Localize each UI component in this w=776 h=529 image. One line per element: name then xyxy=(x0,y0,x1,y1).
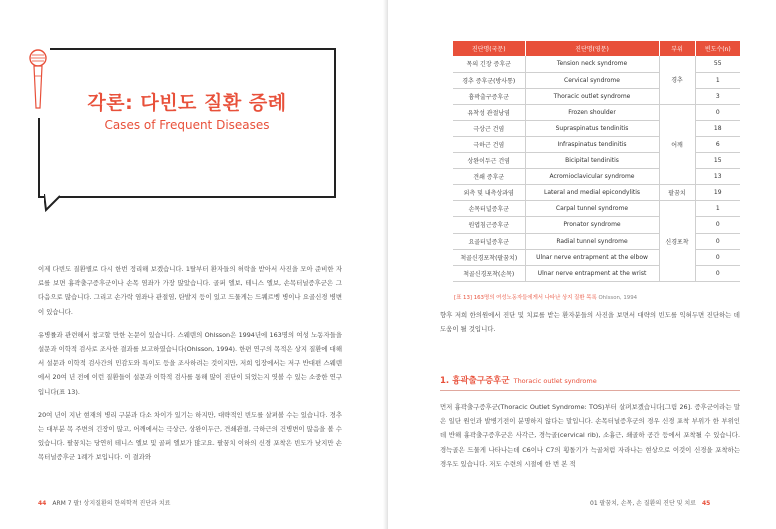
table-row xyxy=(453,201,740,217)
column-header: 부위 xyxy=(659,41,695,56)
diagnosis-english-cell: Bicipital tendinitis xyxy=(525,153,659,169)
frequency-cell: 1 xyxy=(695,201,740,217)
diagnosis-english-cell: Supraspinatus tendinitis xyxy=(525,120,659,136)
section-title-english: Thoracic outlet syndrome xyxy=(513,377,597,385)
caption-source: Ohlsson, 1994 xyxy=(598,295,638,301)
diagnosis-english-cell: Carpal tunnel syndrome xyxy=(525,201,659,217)
right-footer xyxy=(590,498,710,507)
right-body-text: 먼저 흉곽출구증후군(Thoracic Outlet Syndrome: TOS)부터 살펴보겠습니다[그림 26]. 증후군이라는 말은 일단 원인과 발병기전이 분명하지 않다는 말입니다. 손목터널증후군의 경우 신경 포착 부위가 한 부위인데 반해 흉곽출구증후군은 사각근, 경늑골(cervical rib), 소흉근, 쇄골하 공간 등에서 포착될 수 있습니다. 경늑골은 드물게 나타나는데 C6이나 C7의 횡돌기가 늑골처럼 자라나는 현상으로 이것이 신경을 포착하는 경우도 있습니다. 저도 수련의 시절에 한 번 본 적 xyxy=(440,403,740,468)
diagnosis-english-cell: Thoracic outlet syndrome xyxy=(525,88,659,104)
book-title: ARM 7 팔! 상지질환의 한의학적 진단과 치료 xyxy=(52,500,171,507)
diagnosis-english-cell: Radial tunnel syndrome xyxy=(525,233,659,249)
diagnosis-english-cell: Tension neck syndrome xyxy=(525,56,659,72)
table-row xyxy=(453,249,740,265)
section-heading xyxy=(440,374,597,386)
frequency-cell: 0 xyxy=(695,233,740,249)
chapter-title-footer: 01 팔꿈치, 손목, 손 질환의 진단 및 치료 xyxy=(590,500,696,507)
body-region-cell: 어깨 xyxy=(659,104,695,184)
frequency-cell: 0 xyxy=(695,265,740,281)
table-caption xyxy=(454,293,637,301)
page-number: 45 xyxy=(701,500,711,507)
diagnosis-english-cell: Infraspinatus tendinitis xyxy=(525,136,659,152)
table-row xyxy=(453,104,740,120)
diagnosis-korean-cell: 요골터널증후군 xyxy=(453,233,525,249)
table-row xyxy=(453,72,740,88)
paragraph: 유병률과 관련해서 참고할 만한 논문이 있습니다. 스웨덴의 Ohlsson은 1994년에 163명의 여성 노동자들을 설문과 이학적 검사로 조사한 결과를 보고하였습니다(Ohlsson, 1994). 한편 연구의 목적은 상지 질환에 대해서 설문과 이학적 검사간의 민감도와 특이도 등을 조사하려는 것이지만, 저희 입장에서는 저구 반대편 스웨덴에서 20여 년 전에 이런 질환들이 설문과 이학적 검사를 통해 많이 진단이 되었는지 엿볼 수 있는 소중한 연구입니다(표 13). xyxy=(38,330,342,396)
column-header: 빈도수(n) xyxy=(695,41,740,56)
paragraph: 20여 년이 지난 현재의 병리 구분과 다소 차이가 있기는 하지만, 대략적인 빈도를 살펴볼 수는 있습니다. 경추는 대부분 목 주변의 긴장이 많고, 어깨에서는 극상근, 상완이두근, 견쇄관절, 극하근의 건병변이 많음을 볼 수 있습니다. 팔꿈치는 당연히 테니스 엘보 및 골퍼 엘보가 많고요. 팔꿈치 이하의 신경 포착은 빈도가 낮지만 손목터널증후군 1례가 보입니다. 이 결과와 xyxy=(38,410,342,462)
table-row xyxy=(453,185,740,201)
diagnosis-korean-cell: 손목터널증후군 xyxy=(453,201,525,217)
frequency-cell: 6 xyxy=(695,136,740,152)
diagnosis-korean-cell: 유착성 관절낭염 xyxy=(453,104,525,120)
right-intro-text: 향후 저희 한의원에서 진단 및 치료를 받는 환자분들의 사진을 보면서 대략의 빈도를 익혀두면 진단하는 데 도움이 될 것입니다. xyxy=(440,311,740,334)
frequency-cell: 13 xyxy=(695,169,740,185)
table-row xyxy=(453,88,740,104)
frequency-cell: 55 xyxy=(695,56,740,72)
diagnosis-english-cell: Pronator syndrome xyxy=(525,217,659,233)
page-number: 44 xyxy=(38,500,47,507)
diagnosis-korean-cell: 원엽침근증후군 xyxy=(453,217,525,233)
diagnosis-korean-cell: 견쇄 증후군 xyxy=(453,169,525,185)
caption-text: [표 13] 163명의 여성노동자들에게서 나타난 상지 질환 목록 xyxy=(454,295,597,301)
paragraph: 이제 다빈도 질환별로 다시 한번 정리해 보겠습니다. 1탈부터 환자들의 허락을 받아서 사진을 모아 준비한 자료를 보면 흉곽출구증후군이나 손목 염좌가 가장 많았습니다. 골퍼 엘보, 테니스 엘보, 손목터널증후군은 그 다음으로 많습니다. 그리고 손가락 염좌나 관절염, 탄발지 등이 있고 드물게는 드퀘르벵 병이나 요골신경 병변이 있습니다. xyxy=(38,265,342,316)
body-region-cell: 신경포착 xyxy=(659,201,695,281)
frequency-cell: 19 xyxy=(695,185,740,201)
left-body-text xyxy=(38,262,342,474)
table-row xyxy=(453,169,740,185)
table-row xyxy=(453,120,740,136)
diagnosis-korean-cell: 경추 증후군(방사통) xyxy=(453,72,525,88)
frequency-cell: 3 xyxy=(695,88,740,104)
diagnosis-frequency-table xyxy=(453,41,740,282)
diagnosis-korean-cell: 흉곽출구증후군 xyxy=(453,88,525,104)
frequency-cell: 18 xyxy=(695,120,740,136)
diagnosis-korean-cell: 외측 및 내측상과염 xyxy=(453,185,525,201)
table-row xyxy=(453,217,740,233)
frequency-cell: 0 xyxy=(695,217,740,233)
diagnosis-english-cell: Ulnar nerve entrapment at the elbow xyxy=(525,249,659,265)
frequency-cell: 1 xyxy=(695,72,740,88)
section-divider xyxy=(440,390,740,391)
frequency-cell: 15 xyxy=(695,153,740,169)
diagnosis-korean-cell: 목의 긴장 증후군 xyxy=(453,56,525,72)
frequency-cell: 0 xyxy=(695,104,740,120)
diagnosis-english-cell: Ulnar nerve entrapment at the wrist xyxy=(525,265,659,281)
diagnosis-korean-cell: 척골신경포착(손목) xyxy=(453,265,525,281)
diagnosis-english-cell: Cervical syndrome xyxy=(525,72,659,88)
diagnosis-korean-cell: 극상근 건염 xyxy=(453,120,525,136)
speech-bubble-tail xyxy=(44,194,62,212)
chapter-title-english: Cases of Frequent Diseases xyxy=(104,118,270,132)
chapter-title: 각론: 다빈도 질환 증례 xyxy=(87,92,287,114)
diagnosis-korean-cell: 상완이두근 건염 xyxy=(453,153,525,169)
diagnosis-korean-cell: 척골신경포착(팔꿈치) xyxy=(453,249,525,265)
diagnosis-korean-cell: 극하근 건염 xyxy=(453,136,525,152)
table-row xyxy=(453,56,740,72)
diagnosis-english-cell: Acromioclavicular syndrome xyxy=(525,169,659,185)
body-region-cell: 경추 xyxy=(659,56,695,104)
column-header: 진단명(영문) xyxy=(525,41,659,56)
diagnosis-english-cell: Lateral and medial epicondylitis xyxy=(525,185,659,201)
table-header-row xyxy=(453,41,740,56)
table-row xyxy=(453,136,740,152)
section-title: 1. 흉곽출구증후군 xyxy=(440,376,510,386)
table-row xyxy=(453,153,740,169)
left-footer xyxy=(38,498,170,507)
table-row xyxy=(453,233,740,249)
frequency-cell: 0 xyxy=(695,249,740,265)
column-header: 진단명(국문) xyxy=(453,41,525,56)
diagnosis-english-cell: Frozen shoulder xyxy=(525,104,659,120)
body-region-cell: 팔꿈치 xyxy=(659,185,695,201)
table-row xyxy=(453,265,740,281)
